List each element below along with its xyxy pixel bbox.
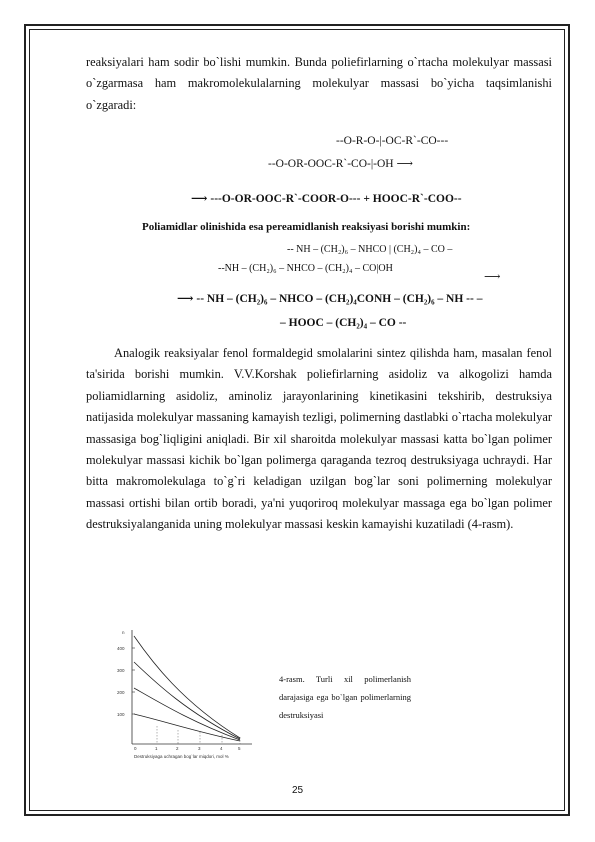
y-tick-label: 400 xyxy=(117,646,125,651)
scheme-1-line-2: --O-OR-OOC-R`-CO-|-OH ⟶ xyxy=(268,158,413,170)
x-tick-label: 0 xyxy=(134,746,137,751)
figure-4-svg xyxy=(112,622,262,762)
scheme-2-line-2: --NH – (CH₂)₆ – NHCO – (CH₂)₄ – CO|OH xyxy=(218,263,393,274)
x-axis-label: Destruksiyaga uchragan bog`lar miqdori, mol % xyxy=(134,754,229,759)
x-tick-label: 5 xyxy=(238,746,241,751)
scheme-2-line-3: ⟶ -- NH – (CH₂)₆ – NHCO – (CH₂)₄CONH – (CH₂)₆ – NH -- – xyxy=(177,293,483,305)
x-tick-label: 2 xyxy=(176,746,179,751)
y-axis-label: n xyxy=(122,630,125,635)
figure-caption: 4-rasm. Turli xil polimerlanish darajasiga ega bo`lgan polimerlarning destruksiyasi xyxy=(279,674,411,720)
polyamide-note: Poliamidlar olinishida esa pereamidlanish reaksiyasi borishi mumkin: xyxy=(142,221,471,233)
curve-1 xyxy=(134,636,240,738)
y-tick-label: 300 xyxy=(117,668,125,673)
paragraph-1: reaksiyalari ham sodir bo`lishi mumkin. Bunda poliefirlarning o`rtacha molekulyar massasi o`zgarmasa ham makromolekulalarning molekulyar massasi bo`yicha taqsimlanishi o`zgaradi: xyxy=(86,55,552,112)
figure-4-destruction-curves xyxy=(112,622,262,762)
scheme-1-line-3: ⟶ ---O-OR-OOC-R`-COOR-O--- + HOOC-R`-COO-- xyxy=(191,193,462,205)
scheme-2-arrow: ⟶ xyxy=(484,271,501,283)
scheme-2-line-4: – HOOC – (CH₂)₄ – CO -- xyxy=(280,317,407,329)
y-tick-label: 100 xyxy=(117,712,125,717)
y-tick-label: 200 xyxy=(117,690,125,695)
paragraph-2: Analogik reaksiyalar fenol formaldegid smolalarini sintez qilishda ham, masalan fenol ta'sirida borishi mumkin. V.V.Korshak poliefirlarning asidoliz va alkogolizi hamda poliamidlarning asidoliz, aminoliz jarayonlarining kinetikasini tekshirib, destruksiya natijasida molekulyar massaning kamayish tezligi, polimerning dastlabki o`rtacha molekulyar massasiga bog`liqligini aniqladi. Bir xil sharoitda molekulyar massasi katta bo`lgan polimer molekulyar massasi kichik bo`lgan polimerga qaraganda tezroq destruksiyaga uchraydi. Har bitta makromolekulaga to`g`ri keladigan uzilgan bog`lar soni polimerning molekulyar massasi ortishi bilan ortib boradi, ya'ni yuqoriroq molekulyar massaga ega bo`lgan polimer destruksiyalanganida uning molekulyar massasi keskin kamayishi kuzatiladi (4-rasm). xyxy=(86,346,552,532)
page-number: 25 xyxy=(291,785,304,796)
x-tick-label: 1 xyxy=(155,746,158,751)
x-tick-label: 3 xyxy=(198,746,201,751)
curve-3 xyxy=(134,688,240,740)
x-tick-label: 4 xyxy=(220,746,223,751)
scheme-1-line-1: --O-R-O-|-OC-R`-CO--- xyxy=(336,135,449,147)
scheme-2-line-1: -- NH – (CH₂)₆ – NHCO | (CH₂)₄ – CO – xyxy=(287,244,453,255)
